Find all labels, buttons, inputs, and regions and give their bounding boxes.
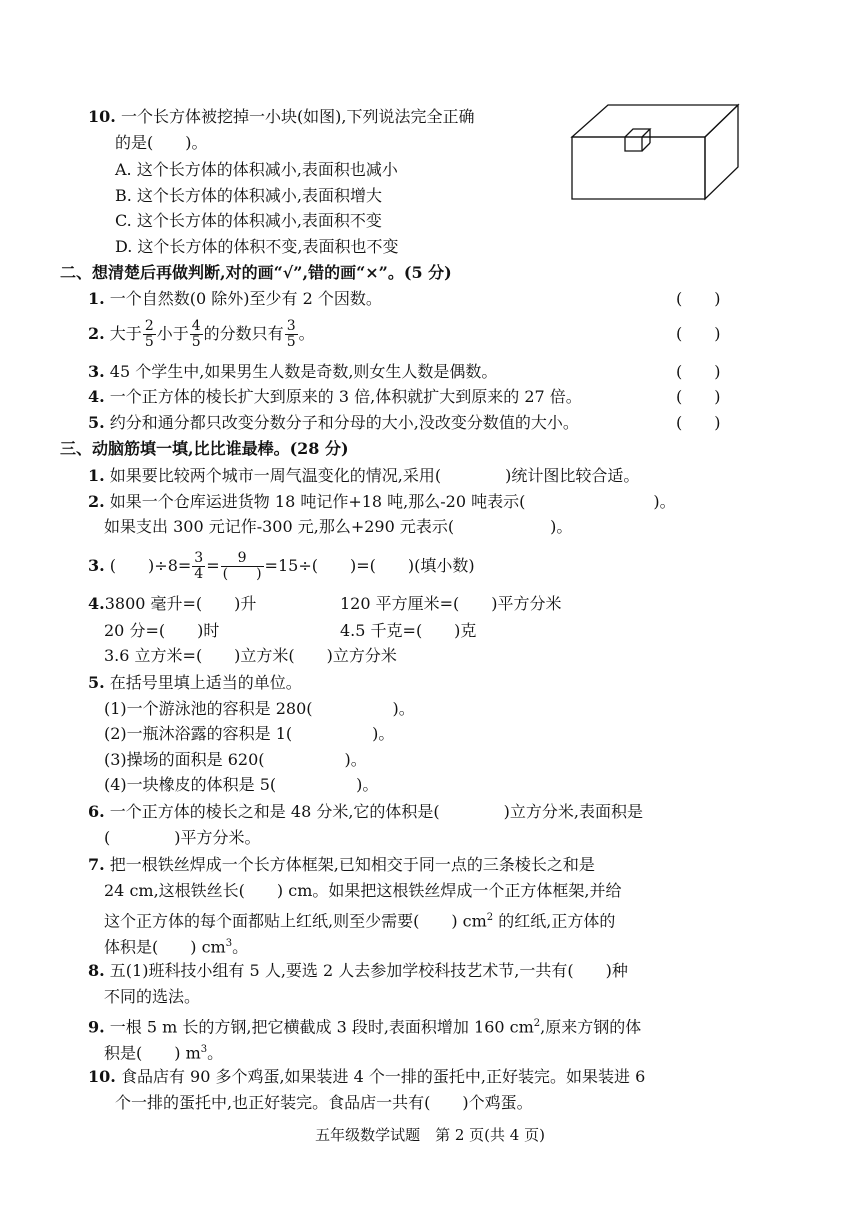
s3-q8-line2: 不同的选法。 (104, 987, 201, 1006)
q10-option-b: B. 这个长方体的体积减小,表面积增大 (115, 186, 383, 205)
s3-q5-item-4: (4)一块橡皮的体积是 5( )。 (104, 775, 379, 794)
s3-q7-line2: 24 cm,这根铁丝长( ) cm。如果把这根铁丝焊成一个正方体框架,并给 (104, 881, 622, 900)
fraction-9-blank: $\frac{9}{( )}$ (222, 550, 262, 582)
s3-q2-line2: 如果支出 300 元记作-300 元,那么+290 元表示( )。 (104, 517, 573, 536)
q10-line2: 的是( )。 (115, 133, 208, 152)
s2-item-3: 3. 45 个学生中,如果男生人数是奇数,则女生人数是偶数。 (88, 362, 498, 381)
s3-q10-line1: 10. 食品店有 90 多个鸡蛋,如果装进 4 个一排的蛋托中,正好装完。如果装进 6 (88, 1067, 646, 1086)
s2-answer-5[interactable]: ( ) (676, 413, 721, 432)
q10-option-a: A. 这个长方体的体积减小,表面积也减小 (115, 160, 398, 179)
s2-item-5: 5. 约分和通分都只改变分数分子和分母的大小,没改变分数值的大小。 (88, 413, 579, 432)
s3-q5-title: 5. 在括号里填上适当的单位。 (88, 673, 302, 692)
s2-answer-4[interactable]: ( ) (676, 387, 721, 406)
s3-q4-a2: 120 平方厘米=( )平方分米 (340, 594, 562, 613)
s3-q4-a1: 4.3800 毫升=( )升 (88, 594, 257, 613)
s3-q7-line4: 体积是( ) $cm^3$。 (104, 937, 249, 957)
s3-q10-line2: 个一排的蛋托中,也正好装完。食品店一共有( )个鸡蛋。 (115, 1093, 533, 1112)
s3-q6-line1: 6. 一个正方体的棱长之和是 48 分米,它的体积是( )立方分米,表面积是 (88, 802, 643, 821)
s2-item-2: 2. 大于 $\frac{2}{5}$ 小于 $\frac{4}{5}$ 的分数只有 $\frac{3}{5}$ 。 (88, 318, 315, 350)
s3-q4-b1: 20 分=( )时 (104, 621, 220, 640)
s3-q5-item-3: (3)操场的面积是 620( )。 (104, 750, 367, 769)
section3-title: 三、动脑筋填一填,比比谁最棒。(28 分) (60, 439, 349, 458)
s3-q8-line1: 8. 五(1)班科技小组有 5 人,要选 2 人去参加学校科技艺术节,一共有( )种 (88, 961, 628, 980)
section2-title: 二、想清楚后再做判断,对的画“√”,错的画“×”。(5 分) (60, 263, 452, 282)
s3-q9-line2: 积是( ) $m^3$。 (104, 1043, 224, 1063)
cuboid-figure (570, 103, 740, 201)
q10-option-d: D. 这个长方体的体积不变,表面积也不变 (115, 237, 399, 256)
fraction-2-5: $\frac{2}{5}$ (144, 318, 154, 350)
s3-q1: 1. 如果要比较两个城市一周气温变化的情况,采用( )统计图比较合适。 (88, 466, 640, 485)
fraction-4-5: $\frac{4}{5}$ (191, 318, 201, 350)
s3-q7-line1: 7. 把一根铁丝焊成一个长方体框架,已知相交于同一点的三条棱长之和是 (88, 855, 595, 874)
s3-q4-b2: 4.5 千克=( )克 (340, 621, 477, 640)
s2-item-1: 1. 一个自然数(0 除外)至少有 2 个因数。 (88, 289, 382, 308)
s3-q7-line3: 这个正方体的每个面都贴上红纸,则至少需要( ) $cm^2$ 的红纸,正方体的 (104, 911, 616, 931)
page-footer: 五年级数学试题 第 2 页(共 4 页) (315, 1126, 545, 1144)
s2-item-4: 4. 一个正方体的棱长扩大到原来的 3 倍,体积就扩大到原来的 27 倍。 (88, 387, 582, 406)
s3-q6-line2: ( )平方分米。 (104, 828, 261, 847)
s3-q4-c1: 3.6 立方米=( )立方米( )立方分米 (104, 646, 397, 665)
s3-q3: 3. ( )÷8= $\frac{3}{4}$ = $\frac{9}{( )}$ =15÷( )=( )(填小数) (88, 550, 475, 582)
fraction-3-5: $\frac{3}{5}$ (286, 318, 296, 350)
s3-q9-line1: 9. 一根 5 m 长的方钢,把它横截成 3 段时,表面积增加 160 $cm^2$,原来方钢的体 (88, 1017, 642, 1037)
s3-q5-item-2: (2)一瓶沐浴露的容积是 1( )。 (104, 724, 395, 743)
s2-answer-2[interactable]: ( ) (676, 324, 721, 343)
s2-answer-1[interactable]: ( ) (676, 289, 721, 308)
s2-answer-3[interactable]: ( ) (676, 362, 721, 381)
q10-line1: 10. 一个长方体被挖掉一小块(如图),下列说法完全正确 (88, 107, 475, 126)
fraction-3-4: $\frac{3}{4}$ (194, 550, 204, 582)
s3-q5-item-1: (1)一个游泳池的容积是 280( )。 (104, 699, 415, 718)
q10-option-c: C. 这个长方体的体积减小,表面积不变 (115, 211, 382, 230)
s3-q2-line1: 2. 如果一个仓库运进货物 18 吨记作+18 吨,那么-20 吨表示( )。 (88, 492, 676, 511)
